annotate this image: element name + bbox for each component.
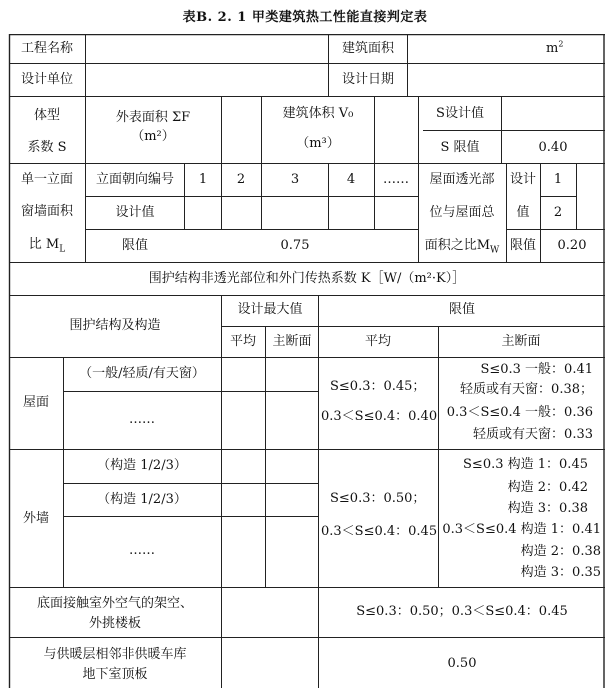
volume-unit: （m³） bbox=[296, 136, 340, 151]
s-limit-label: S 限值 bbox=[440, 140, 480, 155]
table-title: 表B. 2. 1 甲类建筑热工性能直接判定表 bbox=[182, 10, 428, 25]
roof-limit-label: 限值 bbox=[509, 238, 537, 253]
table-grid bbox=[8, 34, 605, 688]
limit-main-label: 主断面 bbox=[501, 334, 541, 349]
orientation-more: …… bbox=[383, 172, 409, 187]
s-limit-value: 0.40 bbox=[538, 140, 568, 155]
surface-area-label: 外表面积 ΣF bbox=[115, 110, 191, 125]
volume-label: 建筑体积 V₀ bbox=[282, 106, 354, 121]
orientation-2: 2 bbox=[236, 172, 246, 187]
building-area-unit: $m^2$ bbox=[546, 39, 564, 56]
judgement-table bbox=[8, 34, 605, 688]
garage-label-line1: 与供暖层相邻非供暖车库 bbox=[43, 647, 187, 662]
roof-avg-line1: S≤0.3：0.45； bbox=[330, 379, 426, 394]
building-area-label: 建筑面积 bbox=[341, 41, 395, 56]
design-date-label: 设计日期 bbox=[341, 72, 395, 87]
roof-main-line4: 轻质或有天窗：0.33 bbox=[473, 427, 593, 442]
floor-value: S≤0.3：0.50；0.3＜S≤0.4：0.45 bbox=[356, 604, 568, 619]
floor-label-line1: 底面接触室外空气的架空、 bbox=[36, 596, 194, 611]
orientation-label: 立面朝向编号 bbox=[95, 172, 175, 187]
design-main-label: 主断面 bbox=[272, 334, 312, 349]
wall-avg-line2: 0.3＜S≤0.4：0.45 bbox=[321, 524, 438, 539]
roof-label: 屋面 bbox=[22, 395, 50, 410]
wall-sub-2: （构造 1/2/3） bbox=[97, 492, 187, 507]
wall-avg-line1: S≤0.3：0.50； bbox=[330, 491, 426, 506]
roof-avg-line2: 0.3＜S≤0.4：0.40 bbox=[321, 409, 438, 424]
wall-main-line4: 0.3＜S≤0.4 构造 1：0.41 bbox=[442, 522, 601, 537]
roof-main-line1: S≤0.3 一般：0.41 bbox=[480, 362, 593, 377]
s-design-label: S设计值 bbox=[436, 106, 484, 121]
garage-label-line2: 地下室顶板 bbox=[82, 667, 148, 682]
wall-main-line2: 构造 2：0.42 bbox=[507, 480, 588, 495]
orientation-3: 3 bbox=[290, 172, 300, 187]
surface-area-unit: （m²） bbox=[131, 129, 175, 144]
orientation-4: 4 bbox=[346, 172, 356, 187]
wall-main-line1: S≤0.3 构造 1：0.45 bbox=[463, 457, 588, 472]
window-wall-label-line1: 单一立面 bbox=[20, 172, 74, 187]
project-name-label: 工程名称 bbox=[20, 41, 74, 56]
ww-limit-value: 0.75 bbox=[280, 238, 310, 253]
roof-main-line3: 0.3＜S≤0.4 一般：0.36 bbox=[446, 405, 593, 420]
roof-limit-value: 0.20 bbox=[557, 238, 587, 253]
shape-label-line2: 系数 S bbox=[27, 140, 67, 155]
ww-limit-label: 限值 bbox=[121, 238, 149, 253]
window-wall-label-line3: 比 $M_L$ bbox=[28, 237, 66, 255]
roof-ratio-line1: 屋面透光部 bbox=[429, 172, 495, 187]
wall-main-line6: 构造 3：0.35 bbox=[520, 565, 601, 580]
roof-sub-2: …… bbox=[129, 412, 155, 427]
roof-main-line2: 轻质或有天窗：0.38； bbox=[460, 382, 593, 397]
garage-value: 0.50 bbox=[447, 656, 477, 671]
limit-header-label: 限值 bbox=[448, 302, 476, 317]
floor-label-line2: 外挑楼板 bbox=[88, 616, 142, 631]
wall-sub-1: （构造 1/2/3） bbox=[97, 458, 187, 473]
roof-design-line2: 值 bbox=[516, 205, 530, 220]
roof-sub-1: （一般/轻质/有天窗） bbox=[79, 366, 205, 381]
limit-avg-label: 平均 bbox=[364, 334, 392, 349]
ww-design-value-label: 设计值 bbox=[115, 205, 155, 220]
window-wall-label-line2: 窗墙面积 bbox=[20, 204, 74, 219]
roof-design-line1: 设计 bbox=[509, 172, 537, 187]
orientation-1: 1 bbox=[198, 172, 208, 187]
roof-ratio-line3: 面积之比$M_W$ bbox=[424, 238, 500, 256]
design-max-label: 设计最大值 bbox=[237, 302, 303, 317]
wall-main-line3: 构造 3：0.38 bbox=[507, 501, 588, 516]
design-unit-label: 设计单位 bbox=[20, 72, 74, 87]
roof-design-idx-1: 1 bbox=[553, 172, 563, 187]
design-avg-label: 平均 bbox=[229, 334, 257, 349]
k-section-title: 围护结构非透光部位和外门传热系数 K［W/（m²·K）］ bbox=[148, 271, 466, 286]
roof-design-idx-2: 2 bbox=[553, 205, 563, 220]
wall-main-line5: 构造 2：0.38 bbox=[520, 544, 601, 559]
wall-label: 外墙 bbox=[22, 511, 50, 526]
shape-label-line1: 体型 bbox=[33, 108, 61, 123]
roof-ratio-line2: 位与屋面总 bbox=[429, 205, 495, 220]
wall-sub-3: …… bbox=[129, 543, 155, 558]
structure-label: 围护结构及构造 bbox=[69, 318, 161, 333]
